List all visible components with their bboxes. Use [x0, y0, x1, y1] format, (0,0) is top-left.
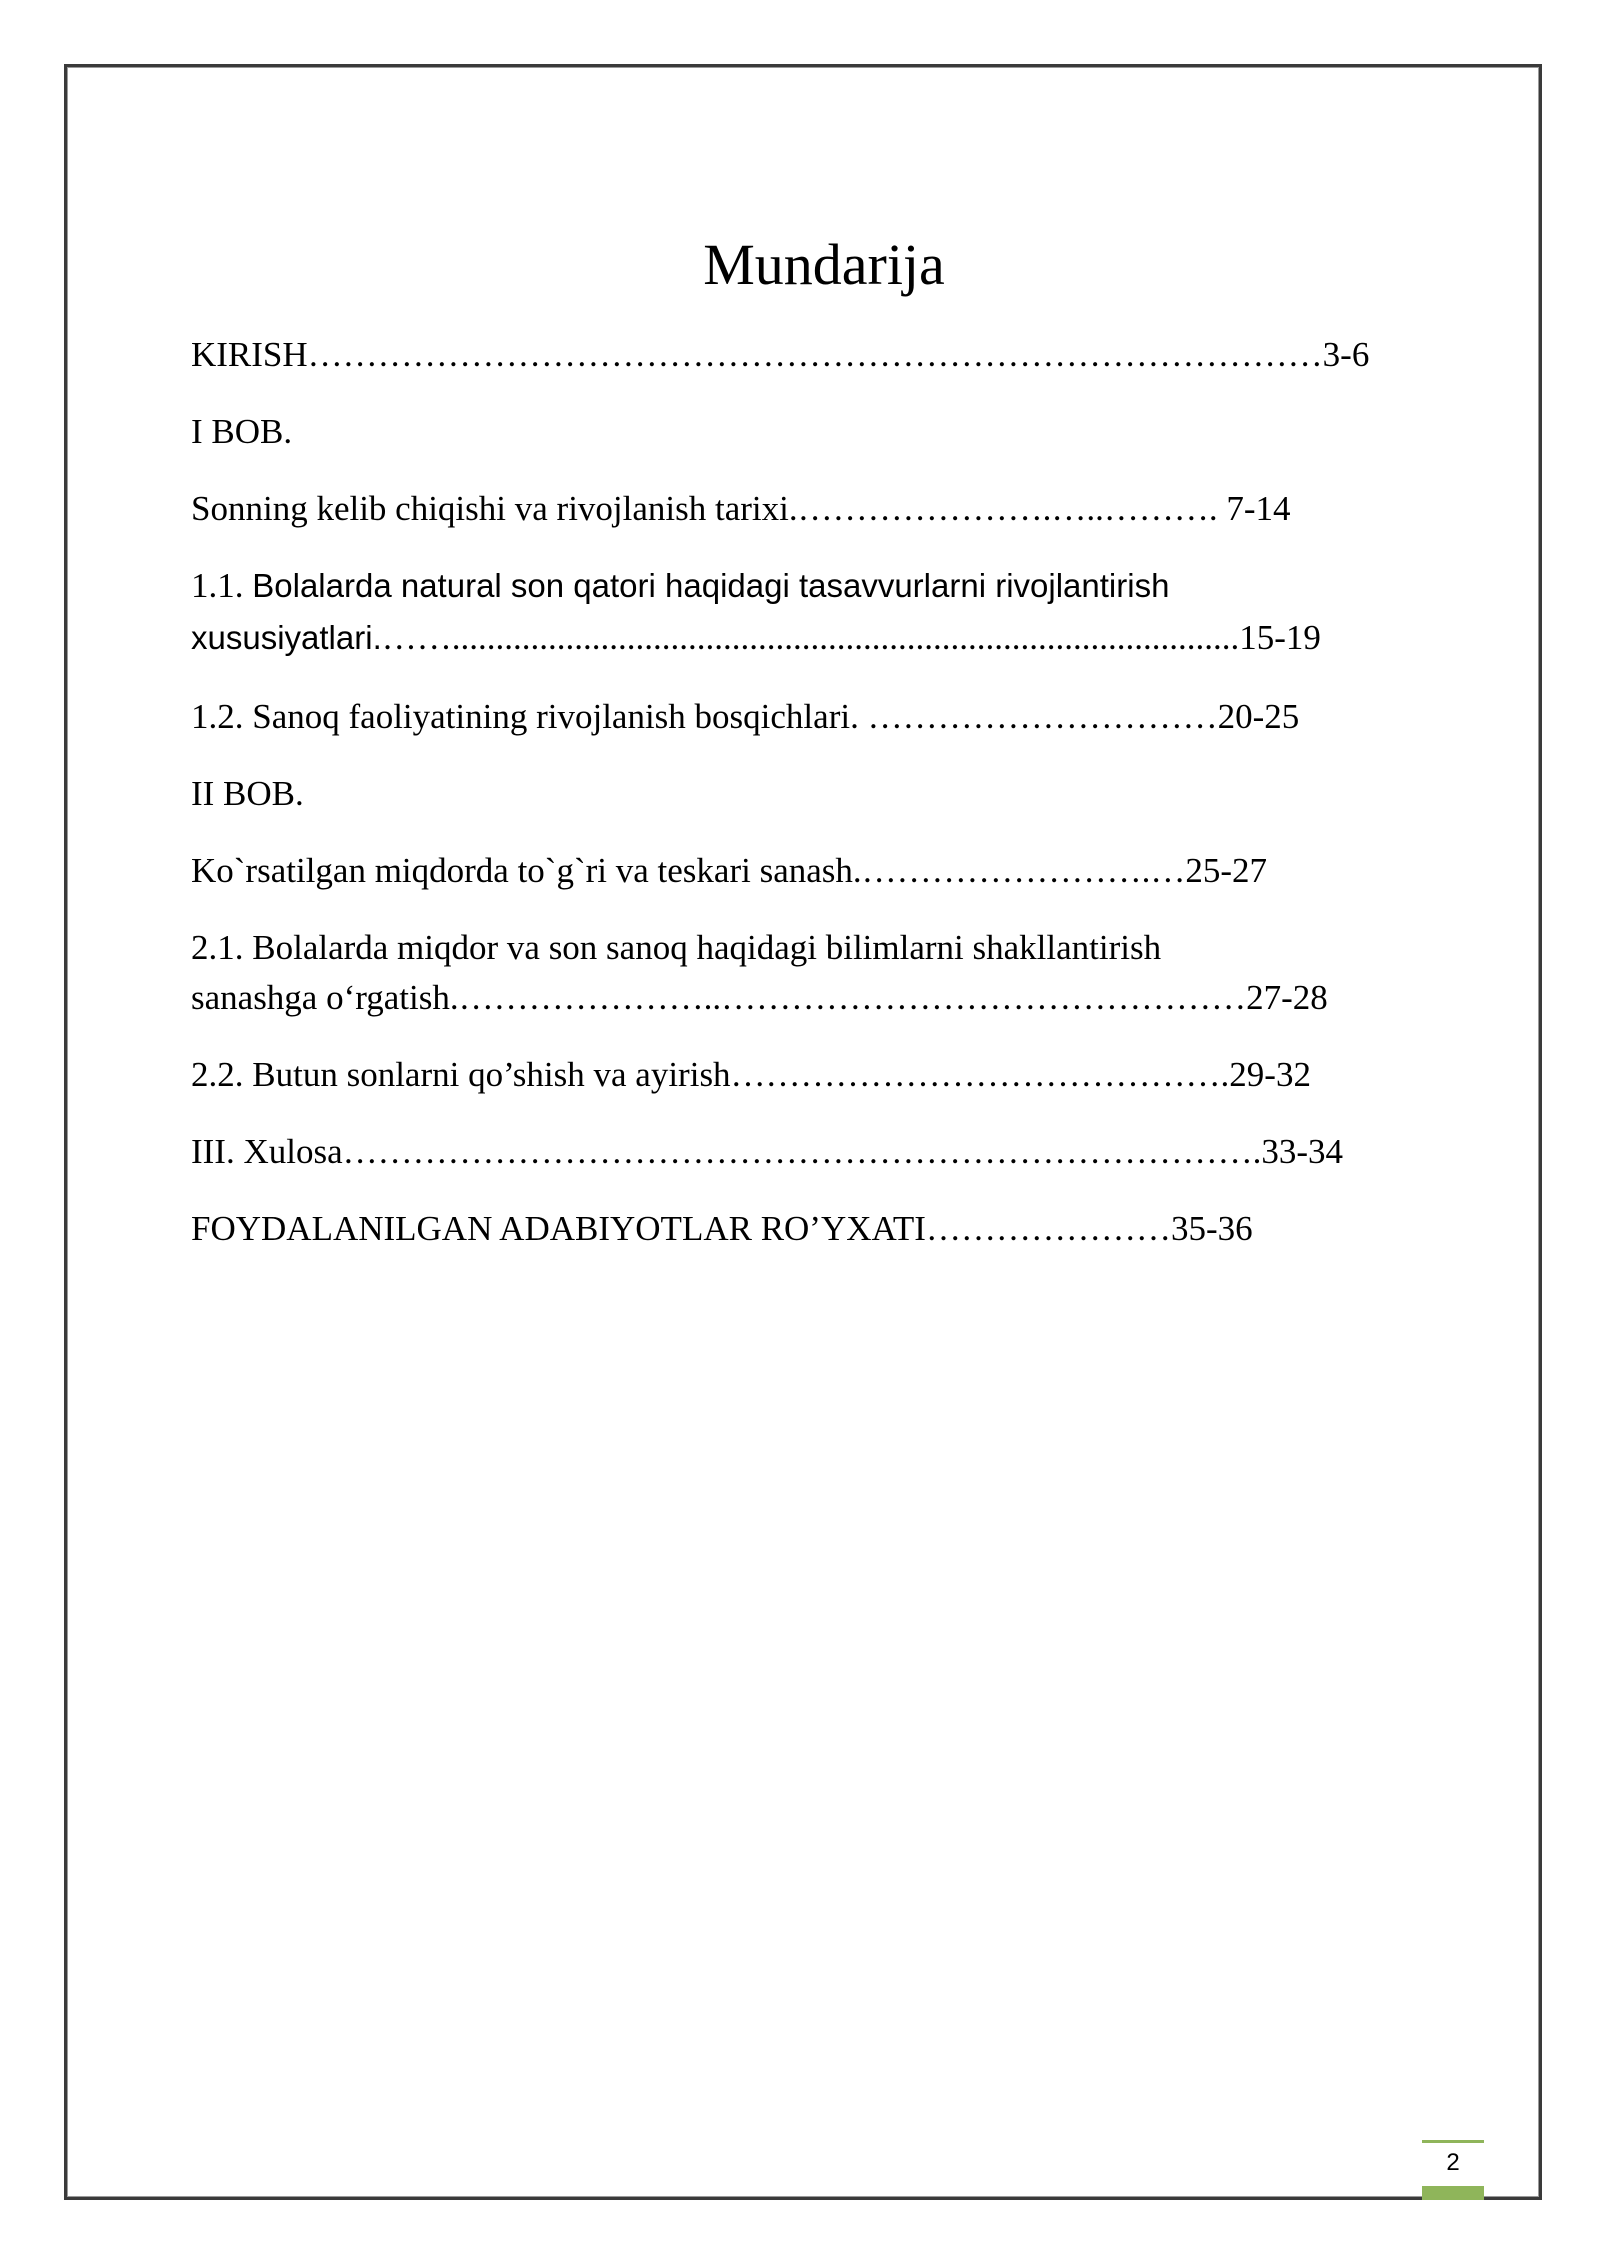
toc-entry-1-1-line1[interactable]	[191, 561, 1169, 611]
toc-entry-kirish[interactable]: KIRISH……………………………………………………………………………3-6	[191, 335, 1370, 374]
toc-entry-1-2[interactable]: 1.2. Sanoq faoliyatining rivojlanish bosqichlari. …………………………20-25	[191, 697, 1300, 736]
toc-entry-1-1-line2[interactable]	[191, 613, 1321, 663]
toc-entry-bob2-title[interactable]: Ko`rsatilgan miqdorda to`g`ri va teskari sanash.…………………….…25-27	[191, 851, 1268, 890]
toc-entry-bob1-title[interactable]: Sonning kelib chiqishi va rivojlanish tarixi.………………….…..………. 7-14	[191, 489, 1291, 528]
page-title: Mundarija	[703, 232, 945, 297]
toc-heading-bob2: II BOB.	[191, 774, 304, 813]
page-number: 2	[1422, 2140, 1484, 2187]
toc-entry-references[interactable]: FOYDALANILGAN ADABIYOTLAR RO’YXATI…………………35-36	[191, 1209, 1253, 1248]
footer-accent-bar	[1422, 2186, 1484, 2200]
toc-entry-1-1-text: Bolalarda natural son qatori haqidagi tasavvurlarni rivojlantirish	[252, 567, 1170, 604]
toc-entry-1-1-number: 1.1.	[191, 566, 253, 605]
toc-entry-2-1-line2[interactable]: sanashga o‘rgatish.…………………..………………………………………27-28	[191, 978, 1328, 1017]
toc-entry-2-2[interactable]: 2.2. Butun sonlarni qo’shish va ayirish…………………………………….29-32	[191, 1055, 1311, 1094]
toc-entry-2-1-line1[interactable]: 2.1. Bolalarda miqdor va son sanoq haqidagi bilimlarni shakllantirish	[191, 928, 1162, 967]
toc-heading-bob1: I BOB.	[191, 412, 293, 451]
toc-entry-xulosa[interactable]: III. Xulosa…………………………………………………………………….33-34	[191, 1132, 1344, 1171]
toc-entry-1-1-pages: ……..........................................................................................15-19	[381, 618, 1321, 657]
toc-entry-1-1-text-cont: xususiyatlari.	[191, 619, 382, 656]
